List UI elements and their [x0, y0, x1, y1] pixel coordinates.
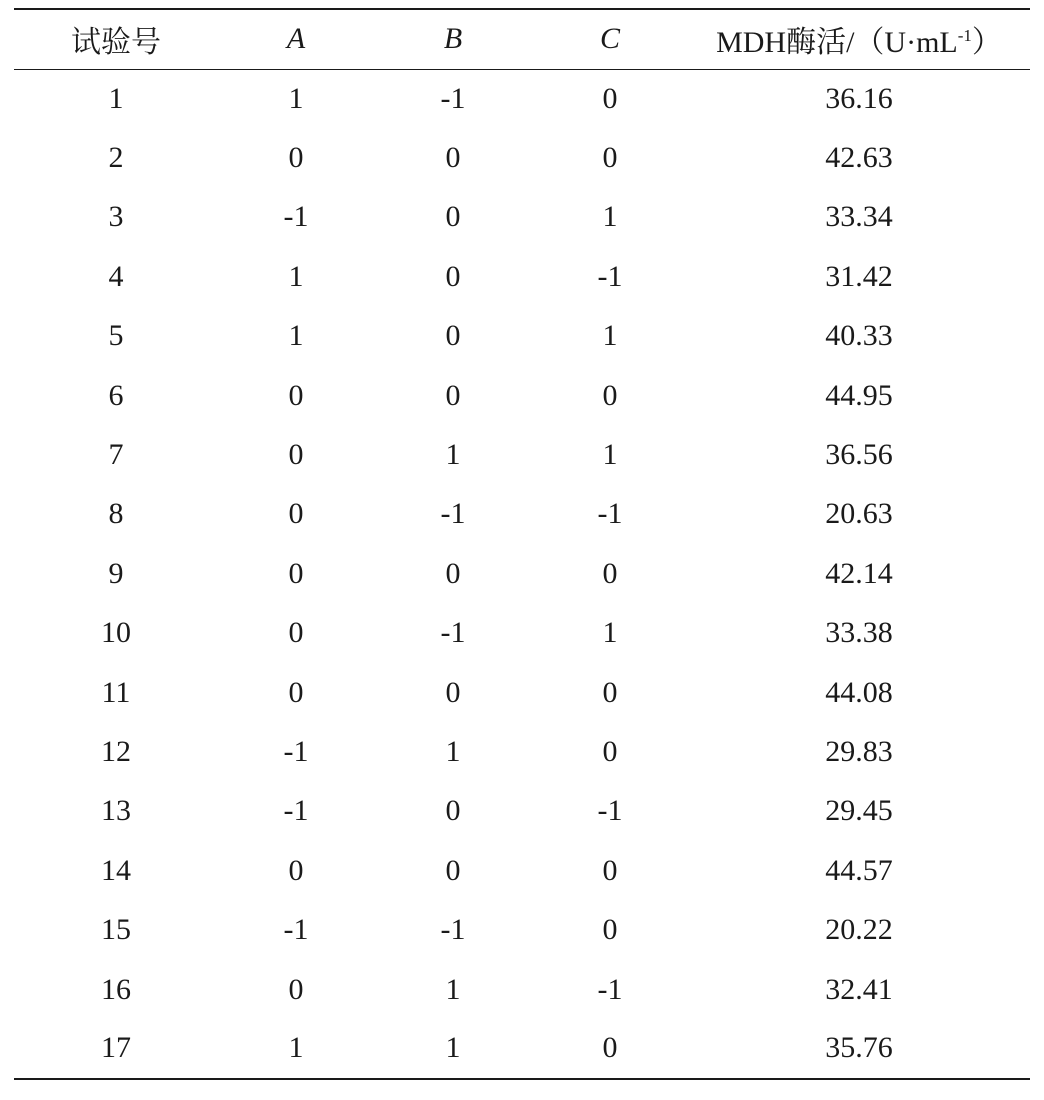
header-factor-b: B	[374, 9, 532, 69]
cell-factor-a: -1	[283, 913, 309, 947]
table-row	[14, 69, 1030, 128]
cell-factor-c: 1	[602, 616, 618, 650]
cell-factor-c: 0	[602, 81, 618, 115]
cell-factor-b: 0	[445, 556, 461, 590]
cell-factor-a: 1	[288, 81, 304, 115]
cell-factor-b: 0	[445, 200, 461, 234]
cell-mdh-activity: 44.95	[825, 378, 893, 412]
cell-trial: 13	[101, 794, 131, 828]
cell-factor-a: 0	[288, 141, 304, 175]
cell-factor-a: 0	[288, 497, 304, 531]
header-mdh-activity-label: MDH酶活/（U·mL	[716, 26, 958, 60]
cell-mdh-activity: 44.08	[825, 675, 893, 709]
cell-factor-b: 0	[445, 319, 461, 353]
cell-factor-c: 1	[602, 319, 618, 353]
cell-factor-b: 0	[445, 853, 461, 887]
cell-mdh-activity: 29.83	[825, 734, 893, 768]
cell-factor-c: 0	[602, 913, 618, 947]
cell-factor-c: -1	[597, 794, 623, 828]
cell-factor-b: 1	[445, 438, 461, 472]
cell-factor-b: 1	[445, 734, 461, 768]
cell-trial: 10	[101, 616, 131, 650]
header-trial: 试验号	[14, 9, 218, 69]
cell-factor-a: 1	[288, 319, 304, 353]
table-row	[14, 188, 1030, 247]
cell-mdh-activity: 36.16	[825, 81, 893, 115]
cell-trial: 12	[101, 734, 131, 768]
table-row	[14, 425, 1030, 484]
cell-factor-c: 0	[602, 378, 618, 412]
cell-factor-a: 0	[288, 438, 304, 472]
cell-trial: 1	[108, 81, 124, 115]
cell-factor-a: 0	[288, 853, 304, 887]
cell-mdh-activity: 32.41	[825, 972, 893, 1006]
cell-trial: 9	[108, 556, 124, 590]
cell-factor-c: 0	[602, 853, 618, 887]
cell-factor-b: 0	[445, 794, 461, 828]
cell-trial: 11	[101, 675, 131, 709]
header-factor-c: C	[532, 9, 688, 69]
cell-trial: 17	[14, 1019, 218, 1078]
cell-trial: 16	[101, 972, 131, 1006]
cell-factor-c: 0	[532, 1019, 688, 1078]
cell-mdh-activity: 42.14	[825, 556, 893, 590]
table-row	[14, 722, 1030, 781]
table-row	[14, 900, 1030, 959]
cell-trial: 15	[101, 913, 131, 947]
cell-factor-b: 1	[445, 972, 461, 1006]
header-mdh-activity-exponent: -1	[957, 26, 972, 46]
cell-trial: 6	[108, 378, 124, 412]
cell-factor-b: -1	[440, 81, 466, 115]
cell-factor-b: -1	[440, 497, 466, 531]
cell-factor-a: 0	[288, 972, 304, 1006]
cell-trial: 5	[108, 319, 124, 353]
cell-factor-c: 0	[602, 734, 618, 768]
cell-factor-a: 0	[288, 616, 304, 650]
header-mdh-activity-close: ）	[971, 26, 1002, 60]
cell-mdh-activity: 20.63	[825, 497, 893, 531]
cell-factor-a: 0	[288, 675, 304, 709]
cell-factor-c: 1	[602, 200, 618, 234]
cell-factor-a: -1	[283, 200, 309, 234]
table-row	[14, 782, 1030, 841]
cell-factor-c: -1	[597, 497, 623, 531]
cell-factor-b: 0	[445, 378, 461, 412]
cell-trial: 3	[108, 200, 124, 234]
cell-trial: 2	[108, 141, 124, 175]
cell-factor-b: -1	[440, 616, 466, 650]
cell-trial: 8	[108, 497, 124, 531]
cell-trial: 14	[101, 853, 131, 887]
table-row	[14, 366, 1030, 425]
table-body	[14, 69, 1030, 1079]
cell-factor-a: -1	[283, 734, 309, 768]
table-row	[14, 604, 1030, 663]
cell-factor-c: 0	[602, 556, 618, 590]
cell-factor-b: 0	[445, 259, 461, 293]
cell-factor-c: -1	[597, 259, 623, 293]
table-row	[14, 663, 1030, 722]
cell-mdh-activity: 42.63	[825, 141, 893, 175]
header-mdh-activity	[688, 9, 1030, 69]
table-row	[14, 485, 1030, 544]
cell-mdh-activity: 33.34	[825, 200, 893, 234]
table-row	[14, 307, 1030, 366]
experiment-table-container	[14, 8, 1030, 1080]
cell-mdh-activity: 35.76	[688, 1019, 1030, 1078]
cell-factor-b: 0	[445, 141, 461, 175]
cell-mdh-activity: 33.38	[825, 616, 893, 650]
table-row	[14, 960, 1030, 1019]
cell-factor-c: 0	[602, 141, 618, 175]
header-factor-a: A	[218, 9, 374, 69]
cell-factor-c: 0	[602, 675, 618, 709]
cell-trial: 4	[108, 259, 124, 293]
box-behnken-results-table	[14, 8, 1030, 1080]
cell-factor-c: -1	[597, 972, 623, 1006]
cell-mdh-activity: 40.33	[825, 319, 893, 353]
cell-factor-c: 1	[602, 438, 618, 472]
cell-factor-a: 0	[288, 378, 304, 412]
table-row	[14, 247, 1030, 306]
cell-mdh-activity: 20.22	[825, 913, 893, 947]
table-row	[14, 1019, 1030, 1078]
cell-factor-a: 1	[218, 1019, 374, 1078]
cell-trial: 7	[108, 438, 124, 472]
cell-factor-a: 0	[288, 556, 304, 590]
cell-mdh-activity: 31.42	[825, 259, 893, 293]
table-row	[14, 544, 1030, 603]
cell-factor-b: 1	[374, 1019, 532, 1078]
cell-mdh-activity: 29.45	[825, 794, 893, 828]
table-header	[14, 9, 1030, 69]
table-row	[14, 128, 1030, 187]
table-row	[14, 841, 1030, 900]
cell-mdh-activity: 44.57	[825, 853, 893, 887]
header-row	[14, 9, 1030, 69]
cell-factor-b: 0	[445, 675, 461, 709]
cell-mdh-activity: 36.56	[825, 438, 893, 472]
cell-factor-b: -1	[440, 913, 466, 947]
cell-factor-a: -1	[283, 794, 309, 828]
cell-factor-a: 1	[288, 259, 304, 293]
